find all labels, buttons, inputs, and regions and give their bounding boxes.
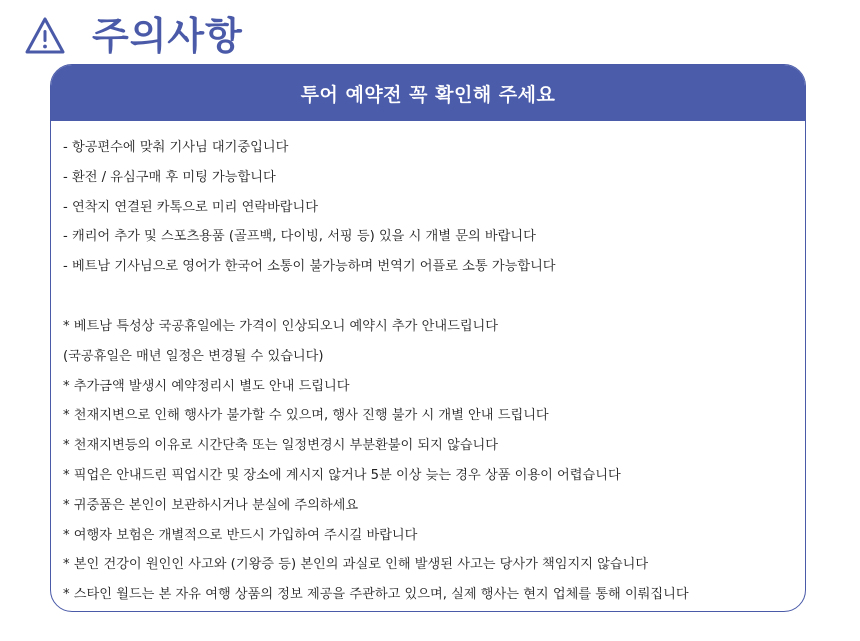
notice-item: * 픽업은 안내드린 픽업시간 및 장소에 계시지 않거나 5분 이상 늦는 경우 상품 이용이 어렵습니다 (63, 467, 621, 483)
section-divider (63, 282, 805, 312)
notice-item: - 환전 / 유심구매 후 미팅 가능합니다 (63, 169, 276, 185)
notice-item: * 추가금액 발생시 예약정리시 별도 안내 드립니다 (63, 378, 350, 394)
page-header (24, 12, 243, 60)
notice-item: * 귀중품은 본인이 보관하시거나 분실에 주의하세요 (63, 497, 359, 513)
notice-item: * 베트남 특성상 국공휴일에는 가격이 인상되오니 예약시 추가 안내드립니다 (63, 318, 499, 334)
notice-item: * 스타인 월드는 본 자유 여행 상품의 정보 제공을 주관하고 있으며, 실제 행사는 현지 업체를 통해 이뤄집니다 (63, 587, 689, 603)
notice-item: * 천재지변으로 인해 행사가 불가할 수 있으며, 행사 진행 불가 시 개별 안내 드립니다 (63, 408, 549, 424)
notice-card (50, 64, 806, 612)
notice-item: - 항공편수에 맞춰 기사님 대기중입니다 (63, 140, 289, 155)
notice-item: * 여행자 보험은 개별적으로 반드시 가입하여 주시길 바랍니다 (63, 527, 418, 543)
notice-item: - 캐리어 추가 및 스포츠용품 (골프백, 다이빙, 서핑 등) 있을 시 개별 문의 바랍니다 (63, 229, 536, 245)
notice-item: - 연착지 연결된 카톡으로 미리 연락바랍니다 (63, 199, 319, 215)
notice-banner: 투어 예약전 꼭 확인해 주세요 (51, 65, 805, 121)
notice-item: (국공휴일은 매년 일정은 변경될 수 있습니다) (63, 348, 324, 364)
notice-list (51, 121, 805, 610)
page-title: 주의사항 (92, 14, 243, 58)
notice-item: * 본인 건강이 원인인 사고와 (기왕증 등) 본인의 과실로 인해 발생된 사고는 당사가 책임지지 않습니다 (63, 557, 649, 573)
notice-item: - 베트남 기사님으로 영어가 한국어 소통이 불가능하며 번역기 어플로 소통 가능합니다 (63, 259, 556, 275)
notice-item: * 천재지변등의 이유로 시간단축 또는 일정변경시 부분환불이 되지 않습니다 (63, 438, 499, 454)
warning-triangle-icon (24, 15, 66, 57)
